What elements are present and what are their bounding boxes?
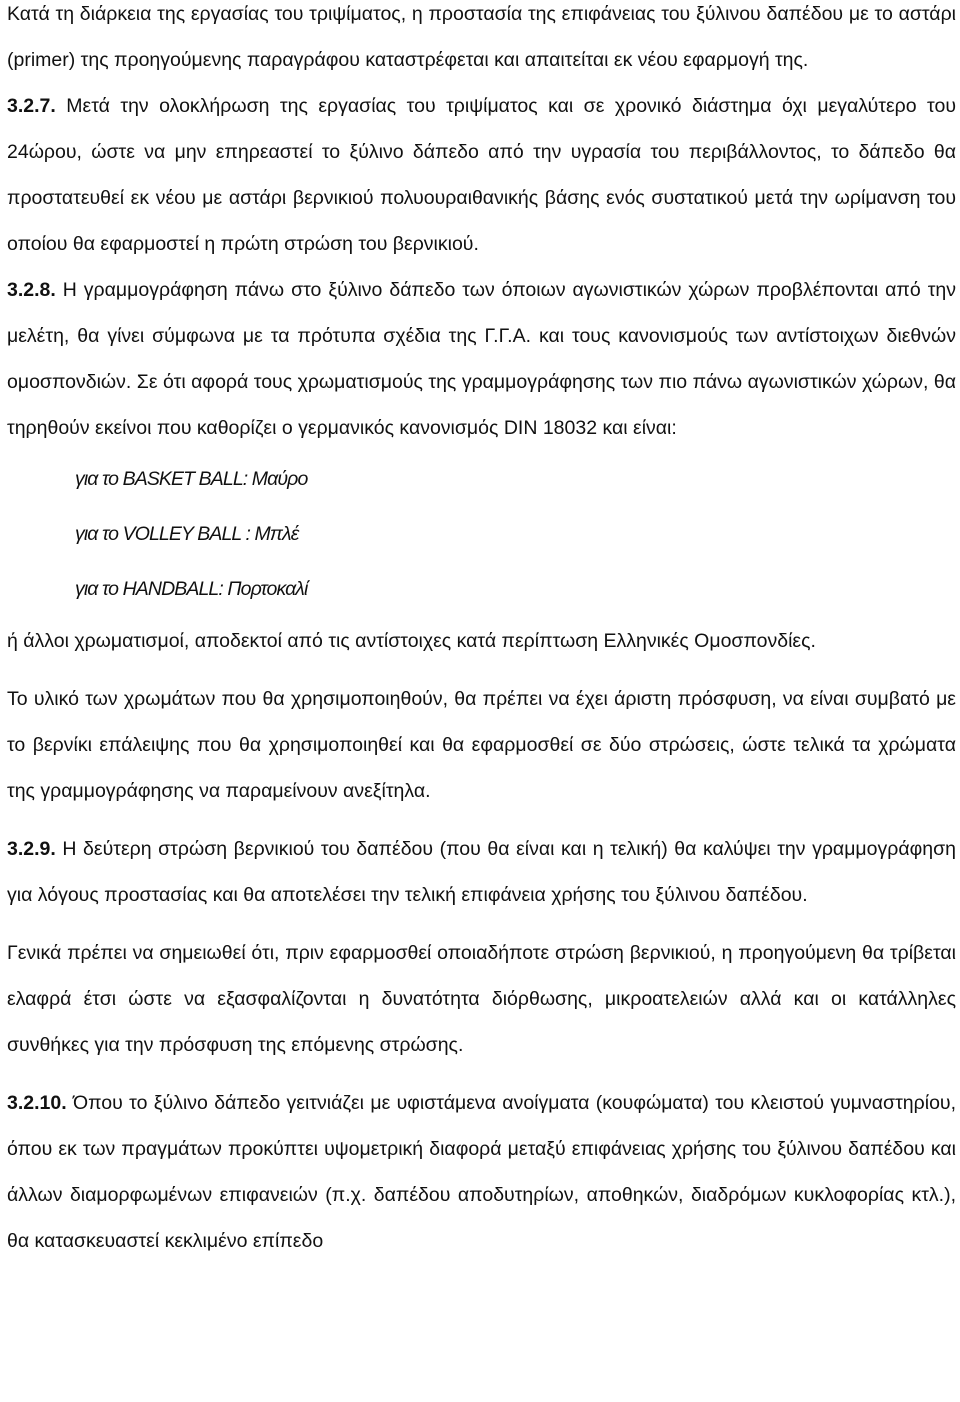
paragraph-other-colors: ή άλλοι χρωματισμοί, αποδεκτοί από τις αντίστοιχες κατά περίπτωση Ελληνικές Ομοσπονδίες. (7, 630, 816, 652)
section-number: 3.2.7. (7, 95, 56, 117)
section-3-2-7 (7, 83, 956, 267)
list-item-handball: για το HANDBALL: Πορτοκαλί (75, 578, 308, 600)
paragraph-primer-reapplication: Κατά τη διάρκεια της εργασίας του τριψίματος, η προστασία της επιφάνειας του ξύλινου δαπέδου με το αστάρι (primer) της προηγούμενης παραγράφου καταστρέφεται και απαιτείται εκ νέου εφαρμογή της. (7, 3, 956, 71)
section-text: Μετά την ολοκλήρωση της εργασίας του τριψίματος και σε χρονικό διάστημα όχι μεγαλύτερο του 24ώρου, ώστε να μην επηρεαστεί το ξύλινο δάπεδο από την υγρασία του περιβάλλοντος, το δάπεδο θα προστατευθεί εκ νέου με αστάρι βερνικιού πολυουραιθανικής βάσης ενός συστατικού μετά την ωρίμανση του οποίου θα εφαρμοστεί η πρώτη στρώση του βερνικιού. (7, 95, 956, 255)
list-item-basketball: για το BASKET BALL: Μαύρο (75, 468, 308, 490)
paragraph-general-sanding: Γενικά πρέπει να σημειωθεί ότι, πριν εφαρμοσθεί οποιαδήποτε στρώση βερνικιού, η προηγούμενη θα τρίβεται ελαφρά έτσι ώστε να εξασφαλίζονται η δυνατότητα διόρθωσης, μικροατελειών αλλά και οι κατάλληλες συνθήκες για την πρόσφυση της επόμενης στρώσης. (7, 942, 956, 1056)
section-3-2-9 (7, 826, 956, 918)
line-color-list (7, 452, 956, 617)
section-number: 3.2.9. (7, 838, 56, 860)
section-3-2-10 (7, 1080, 956, 1264)
section-text: Η γραμμογράφηση πάνω στο ξύλινο δάπεδο των όποιων αγωνιστικών χώρων προβλέπονται από την μελέτη, θα γίνει σύμφωνα με τα πρότυπα σχέδια της Γ.Γ.Α. και τους κανονισμούς των αντίστοιχων διεθνών ομοσπονδιών. Σε ότι αφορά τους χρωματισμούς της γραμμογράφησης των πιο πάνω αγωνιστικών χώρων, θα τηρηθούν εκείνοι που καθορίζει ο γερμανικός κανονισμός DIN 18032 και είναι: (7, 279, 956, 439)
section-number: 3.2.8. (7, 279, 56, 301)
section-text: Όπου το ξύλινο δάπεδο γειτνιάζει με υφιστάμενα ανοίγματα (κουφώματα) του κλειστού γυμναστηρίου, όπου εκ των πραγμάτων προκύπτει υψομετρική διαφορά μεταξύ επιφάνειας χρήσης του ξύλινου δαπέδου και άλλων διαμορφωμένων επιφανειών (π.χ. δαπέδου αποδυτηρίων, αποθηκών, διαδρόμων κυκλοφορίας κτλ.), θα κατασκευαστεί κεκλιμένο επίπεδο (7, 1092, 956, 1252)
section-3-2-8 (7, 267, 956, 451)
section-number: 3.2.10. (7, 1092, 67, 1114)
paragraph-paint-material: Το υλικό των χρωμάτων που θα χρησιμοποιηθούν, θα πρέπει να έχει άριστη πρόσφυση, να είναι συμβατό με το βερνίκι επάλειψης που θα χρησιμοποιηθεί και θα εφαρμοσθεί σε δύο στρώσεις, ώστε τελικά τα χρώματα της γραμμογράφησης να παραμείνουν ανεξίτηλα. (7, 688, 956, 802)
list-item-volleyball: για το VOLLEY BALL : Μπλέ (75, 523, 299, 545)
section-text: Η δεύτερη στρώση βερνικιού του δαπέδου (που θα είναι και η τελική) θα καλύψει την γραμμογράφηση για λόγους προστασίας και θα αποτελέσει την τελική επιφάνεια χρήσης του ξύλινου δαπέδου. (7, 838, 956, 906)
